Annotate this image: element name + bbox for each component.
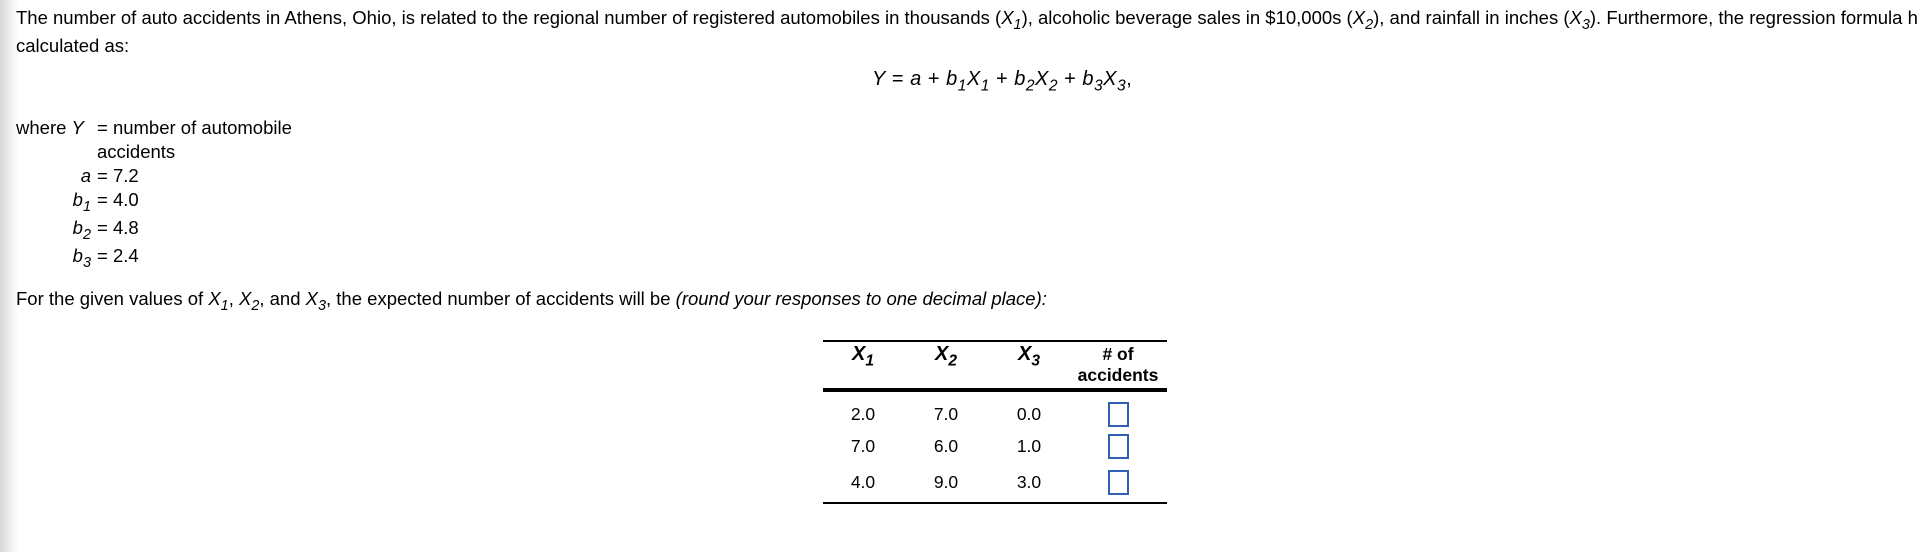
rounding-instruction: (round your responses to one decimal place): bbox=[675, 288, 1047, 309]
table-header-row bbox=[823, 341, 1167, 390]
header-accidents: # of accidents bbox=[1069, 341, 1167, 390]
table-row bbox=[823, 462, 1167, 503]
intro-text-4: ). Furthermore, the regression formula h bbox=[1589, 7, 1918, 28]
answer-input-2[interactable] bbox=[1108, 434, 1129, 459]
table-row bbox=[823, 430, 1167, 462]
cell-answer bbox=[1069, 462, 1167, 503]
definition-b3: $b_3 = 2.4$ bbox=[72, 245, 139, 272]
header-x2: $X_2$ bbox=[903, 341, 989, 390]
intro-text-1: The number of auto accidents in Athens, Ohio, is related to the regional number of registered automobiles in thousands ( bbox=[16, 7, 1002, 28]
question-prompt: For the given values of $X_1$, $X_2$, and $X_3$, the expected number of accidents will be (round your responses to one decimal place): bbox=[16, 288, 1047, 315]
x3-symbol: $X_3$ bbox=[1569, 7, 1590, 34]
cell-x3: 0.0 bbox=[1016, 403, 1042, 424]
cell-answer bbox=[1069, 430, 1167, 462]
intro-line-1 bbox=[16, 4, 1918, 34]
values-table bbox=[823, 340, 1167, 504]
definition-b1: $b_1 = 4.0$ bbox=[72, 189, 139, 216]
header-x1: $X_1$ bbox=[823, 341, 903, 390]
definition-y: where Y = number of automobile bbox=[16, 117, 292, 138]
cell-x3: 1.0 bbox=[1016, 435, 1042, 456]
intro-text-2: ), alcoholic beverage sales in $10,000s ( bbox=[1021, 7, 1353, 28]
cell-x3: 3.0 bbox=[989, 462, 1069, 503]
cell-x1: 7.0 bbox=[850, 435, 876, 456]
variable-definitions bbox=[16, 116, 292, 272]
cell-x2: 9.0 bbox=[903, 462, 989, 503]
left-edge-shadow bbox=[0, 0, 18, 552]
table-row bbox=[823, 390, 1167, 430]
intro-text-3: ), and rainfall in inches ( bbox=[1373, 7, 1570, 28]
cell-answer bbox=[1069, 390, 1167, 430]
x1-symbol: $X_1$ bbox=[1001, 7, 1022, 34]
regression-formula: $Y = a + b_1X_1 + b_2X_2 + b_3X_3$, bbox=[872, 68, 1133, 95]
definition-b2: $b_2 = 4.8$ bbox=[72, 217, 139, 244]
cell-x2: 7.0 bbox=[933, 403, 959, 424]
question-intro bbox=[16, 4, 1918, 60]
header-x3: $X_3$ bbox=[989, 341, 1069, 390]
answer-input-1[interactable] bbox=[1108, 402, 1129, 427]
x2-symbol: $X_2$ bbox=[1352, 7, 1374, 34]
definition-a: a = 7.2 bbox=[80, 165, 139, 186]
intro-line-2: calculated as: bbox=[16, 35, 130, 56]
cell-x1: 2.0 bbox=[850, 403, 876, 424]
answer-input-3[interactable] bbox=[1108, 470, 1129, 495]
definition-y-cont: accidents bbox=[97, 141, 176, 162]
cell-x1: 4.0 bbox=[823, 462, 903, 503]
cell-x2: 6.0 bbox=[933, 435, 959, 456]
